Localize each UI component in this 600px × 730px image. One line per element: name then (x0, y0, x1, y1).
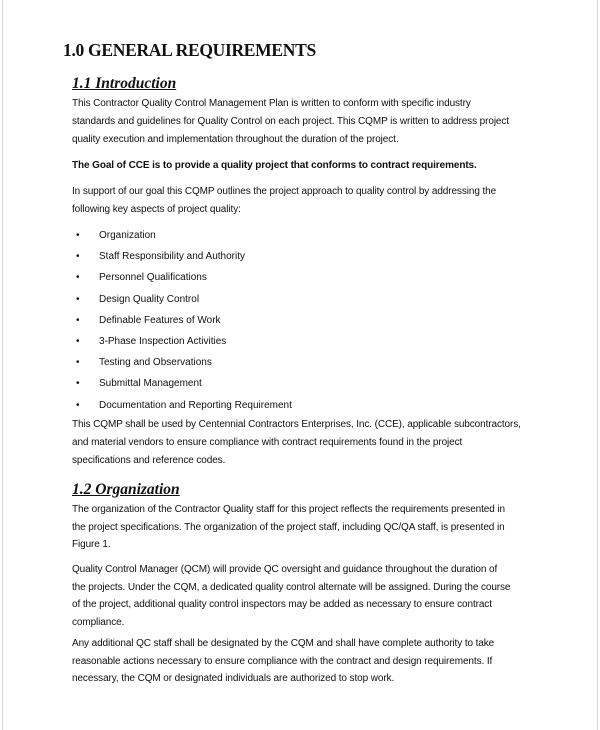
bullet-icon: • (76, 314, 80, 326)
intro-paragraph-line: This CQMP shall be used by Centennial Contractors Enterprises, Inc. (CCE), applicable subcontractors, (72, 419, 521, 430)
list-item: 3-Phase Inspection Activities (99, 336, 227, 347)
intro-paragraph-line: specifications and reference codes. (72, 455, 226, 466)
list-item: Organization (99, 230, 156, 241)
bullet-icon: • (76, 399, 80, 411)
list-item: Staff Responsibility and Authority (99, 251, 246, 263)
list-item: Submittal Management (99, 378, 202, 390)
bullet-icon: • (76, 293, 80, 305)
org-paragraph-line: Any additional QC staff shall be designated by the CQM and shall have complete authority to take (72, 638, 495, 649)
org-paragraph-line: Figure 1. (72, 539, 111, 550)
org-paragraph-line: The organization of the Contractor Quality staff for this project reflects the requirements presented in (72, 504, 505, 515)
section-heading: 1.0 GENERAL REQUIREMENTS (63, 40, 316, 60)
intro-paragraph-line: standards and guidelines for Quality Control on each project. This CQMP is written to address project (72, 116, 509, 127)
org-paragraph-line: Quality Control Manager (QCM) will provide QC oversight and guidance throughout the duration of (72, 564, 498, 575)
intro-paragraph-line: In support of our goal this CQMP outlines the project approach to quality control by addressing the (72, 186, 497, 197)
bullet-icon: • (76, 357, 80, 369)
org-paragraph-line: of the project, additional quality control inspectors may be added as necessary to ensure contract (72, 599, 492, 610)
org-paragraph-line: necessary, the CQM or designated individuals are authorized to stop work. (72, 673, 395, 684)
list-item: Testing and Observations (99, 357, 212, 369)
org-paragraph-line: the project specifications. The organization of the project staff, including QC/QA staff, is presented in (72, 522, 505, 533)
list-item: Documentation and Reporting Requirement (99, 399, 292, 411)
organization-heading: 1.2 Organization (72, 481, 180, 498)
intro-paragraph-line: and material vendors to ensure compliance with contract requirements found in the project (72, 437, 463, 448)
bullet-icon: • (76, 251, 80, 263)
document-page (2, 0, 598, 730)
goal-statement: The Goal of CCE is to provide a quality project that conforms to contract requirements. (72, 160, 477, 171)
org-paragraph-line: the projects. Under the CQM, a dedicated quality control alternate will be assigned. During the course (72, 582, 511, 593)
list-item: Design Quality Control (99, 293, 200, 305)
intro-paragraph-line: This Contractor Quality Control Management Plan is written to conform with specific industry (72, 98, 471, 109)
intro-paragraph-line: following key aspects of project quality: (72, 204, 241, 215)
bullet-icon: • (76, 378, 80, 390)
list-item: Personnel Qualifications (99, 272, 207, 284)
introduction-heading: 1.1 Introduction (72, 75, 177, 92)
bullet-icon: • (76, 230, 80, 241)
intro-paragraph-line: quality execution and implementation throughout the duration of the project. (72, 134, 399, 145)
bullet-icon: • (76, 272, 80, 284)
list-item: Definable Features of Work (99, 314, 221, 326)
bullet-icon: • (76, 336, 80, 347)
org-paragraph-line: reasonable actions necessary to ensure compliance with the contract and design requirements. If (72, 656, 493, 667)
org-paragraph-line: compliance. (72, 617, 125, 628)
